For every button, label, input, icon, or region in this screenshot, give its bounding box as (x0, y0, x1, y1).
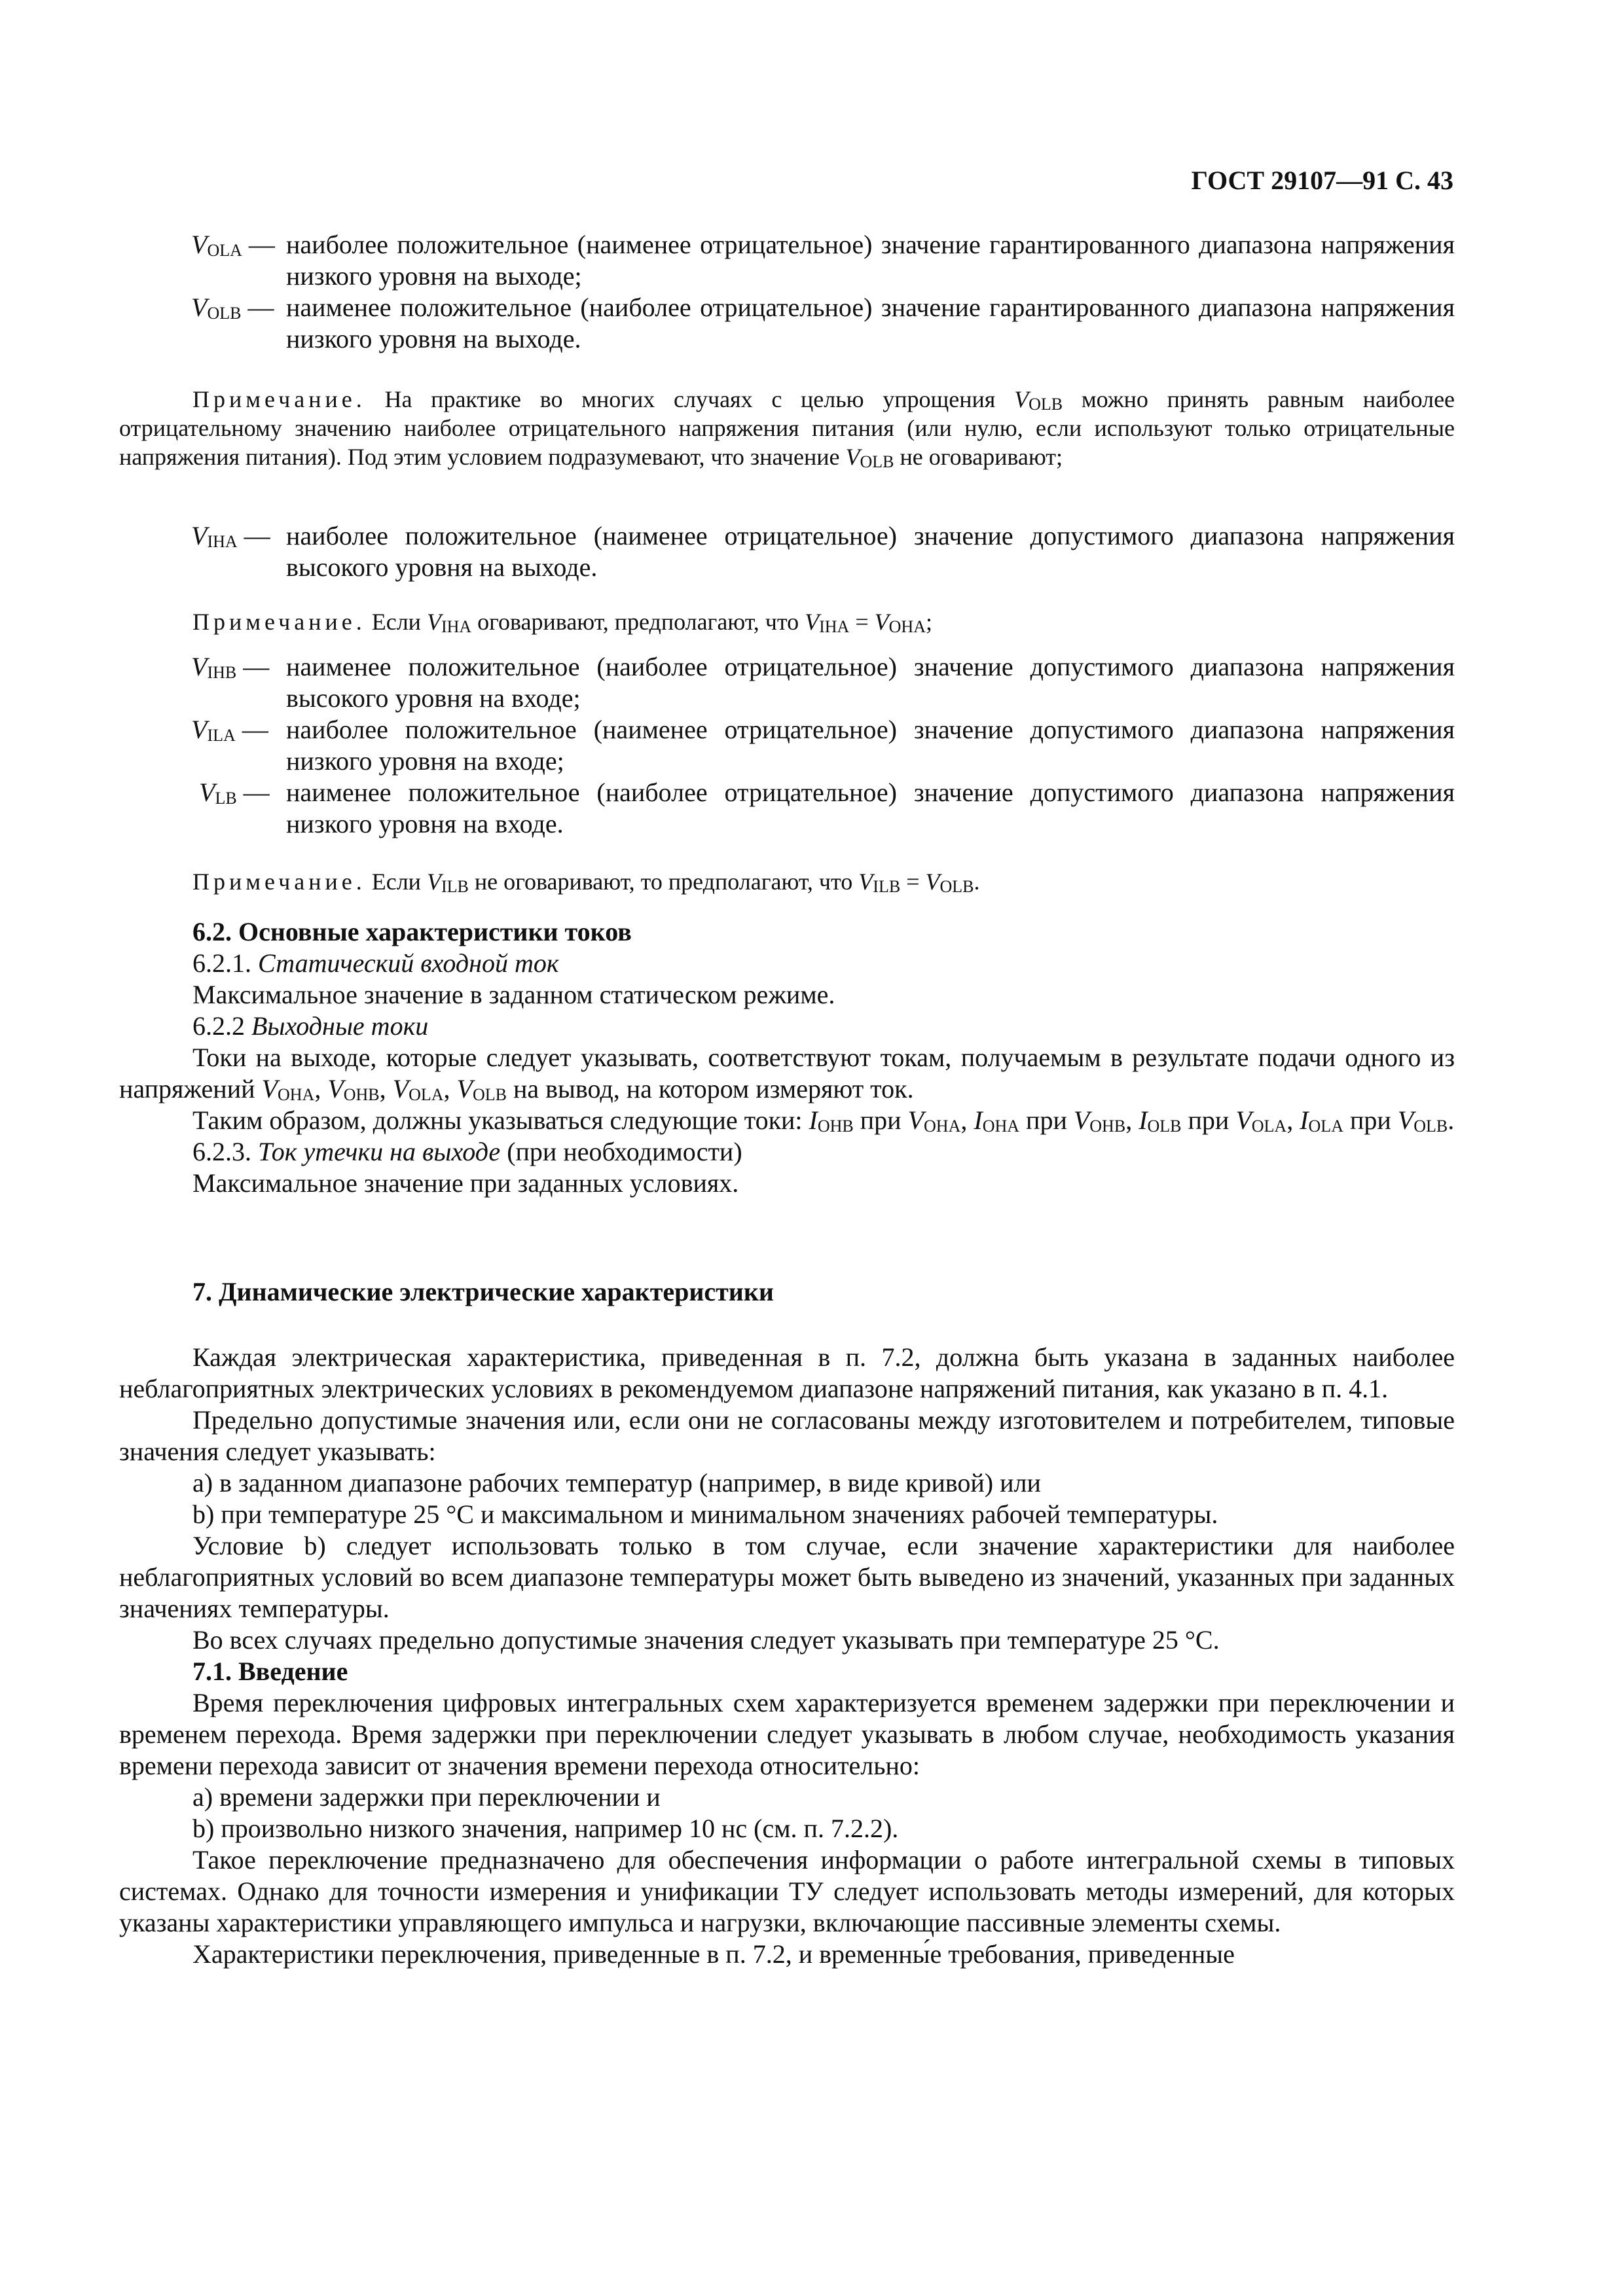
definition-vila: $V_{ILA}$ — наиболее положительное (наименее отрицательное) значение допустимого диапазона напряжения низкого уровня на входе; (191, 715, 1455, 776)
paragraph-7-3: Условие b) следует использовать только в том случае, если значение характеристики для наиболее неблагоприятных условий во всем диапазоне температуры может быть выведено из значений, указанных при заданных значениях температуры. (119, 1531, 1455, 1623)
definition-vihb: $V_{IHB}$ — наименее положительное (наиболее отрицательное) значение допустимого диапазона напряжения высокого уровня на входе; (191, 652, 1455, 713)
symbol-volb: $V_{OLB}$ — (191, 293, 274, 323)
subheading-6-2-3: 6.2.3. Ток утечки на выходе (при необходимости) (192, 1137, 742, 1166)
list-item-7-1-a: a) времени задержки при переключении и (192, 1782, 661, 1812)
list-item-7-a: a) в заданном диапазоне рабочих температур (например, в виде кривой) или (192, 1468, 1041, 1498)
symbol-vihb: $V_{IHB}$ — (191, 652, 270, 682)
symbol-viha: $V_{IHA}$ — (191, 521, 270, 551)
section-7-body (119, 1342, 1455, 1970)
section-7 (119, 1276, 1455, 1308)
note-viha: Примечание. Если $V_{IHA}$ оговаривают, предполагают, что $V_{IHA} = V_{OHA}$; (192, 609, 933, 636)
definition-volb: $V_{OLB}$ — наименее положительное (наиболее отрицательное) значение гарантированного диапазона напряжения низкого уровня на выходе. (191, 293, 1455, 353)
subheading-6-2-1: 6.2.1. Статический входной ток (192, 948, 559, 978)
paragraph-7-4: Во всех случаях предельно допустимые значения следует указывать при температуре 25 °С. (192, 1625, 1220, 1655)
definition-vlb: $V_{LB}$ — наименее положительное (наиболее отрицательное) значение допустимого диапазона напряжения низкого уровня на входе. (199, 778, 1455, 838)
paragraph-7-1-3: Характеристики переключения, приведенные в п. 7.2, и временны́е требования, приведенные (192, 1939, 1235, 1969)
symbol-vlb: $V_{LB}$ — (199, 778, 270, 808)
heading-7: 7. Динамические электрические характеристики (192, 1277, 774, 1306)
list-item-7-b: b) при температуре 25 °С и максимальном и минимальном значениях рабочей температуры. (192, 1499, 1218, 1529)
input-definitions (119, 651, 1455, 840)
paragraph-6-2-1: Максимальное значение в заданном статическом режиме. (192, 980, 835, 1009)
note-vilb: Примечание. Если $V_{ILB}$ не оговаривают, то предполагают, что $V_{ILB} = V_{OLB}$. (192, 869, 980, 896)
paragraph-6-2-2: Токи на выходе, которые следует указывать, соответствуют токам, получаемым в результате подачи одного из напряжений $V_{OHA}$, $V_{OHB}$, $V_{OLA}$, $V_{OLB}$ на вывод, на котором измеряют ток. (119, 1043, 1455, 1104)
list-item-7-1-b: b) произвольно низкого значения, например 10 нс (см. п. 7.2.2). (192, 1814, 899, 1843)
symbol-vila: $V_{ILA}$ — (191, 715, 268, 745)
symbol-vola: $V_{OLA}$ — (191, 230, 275, 260)
heading-7-1: 7.1. Введение (192, 1657, 348, 1686)
heading-6-2: 6.2. Основные характеристики токов (192, 917, 632, 946)
subheading-6-2-2: 6.2.2 Выходные токи (192, 1011, 429, 1041)
paragraph-7-1-1: Время переключения цифровых интегральных схем характеризуется временем задержки при переключении и временем перехода. Время задержки при переключении следует указывать в любом случае, необходимость указания времени перехода зависит от значения времени перехода относительно: (119, 1688, 1455, 1780)
paragraph-7-2: Предельно допустимые значения или, если они не согласованы между изготовителем и потребителем, типовые значения следует указывать: (119, 1405, 1455, 1466)
output-low-definitions (119, 229, 1455, 355)
definition-viha: $V_{IHA}$ — наиболее положительное (наименее отрицательное) значение допустимого диапазона напряжения высокого уровня на выходе. (191, 521, 1455, 582)
paragraph-6-2-3: Максимальное значение при заданных условиях. (192, 1168, 739, 1198)
paragraph-7-1-2: Такое переключение предназначено для обеспечения информации о работе интегральной схемы в типовых системах. Однако для точности измерения и унификации ТУ следует использовать методы измерений, для которых указаны характеристики управляющего импульса и нагрузки, включающие пассивные элементы схемы. (119, 1845, 1455, 1937)
definition-vola: $V_{OLA}$ — наиболее положительное (наименее отрицательное) значение гарантированного диапазона напряжения низкого уровня на выходе; (191, 230, 1455, 291)
paragraph-currents-list: Таким образом, должны указываться следующие токи: $I_{OHB}$ при $V_{OHA}$, $I_{OHA}$ при $V_{OHB}$, $I_{OLB}$ при $V_{OLA}$, $I_{OLA}$ при $V_{OLB}$. (192, 1105, 1455, 1136)
note-label: Примечание. (192, 386, 366, 412)
page-header: ГОСТ 29107—91 С. 43 (1191, 166, 1453, 195)
paragraph-7-1: Каждая электрическая характеристика, приведенная в п. 7.2, должна быть указана в заданных наиболее неблагоприятных электрических условиях в рекомендуемом диапазоне напряжений питания, как указано в п. 4.1. (119, 1342, 1455, 1403)
section-6-2 (119, 916, 1455, 1199)
note-volb: Примечание. На практике во многих случаях с целью упрощения $V_{OLB}$ можно принять равным наиболее отрицательному значению наиболее отрицательного напряжения питания (или нулю, если используют только отрицательные напряжения питания). Под этим условием подразумевают, что значение $V_{OLB}$ не оговаривают; (119, 386, 1455, 471)
input-high-definition-a (119, 520, 1455, 583)
